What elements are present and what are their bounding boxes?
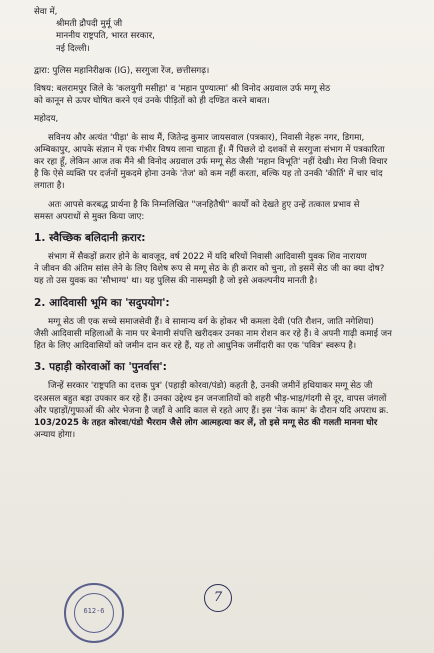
section-line: 103/2025 के तहत कोरवा/पंडो भैरराम जैसे लोग आत्महत्या कर लें, तो इसे मग्गू सेठ की गलती मानना घोर xyxy=(34,417,378,428)
intro-line: अम्बिकापुर, आपके संज्ञान में एक गंभीर विषय लाना चाहता हूँ। मैं पिछले दो दशकों से सरगुजा संभाग में पत्रकारिता xyxy=(34,144,385,155)
subject-line: विषय: बलरामपुर जिले के 'कलयुगी मसीहा' व 'महान पुण्यात्मा' श्री विनोद अग्रवाल उर्फ मग्गू सेठ xyxy=(34,84,331,95)
section-line: मग्गू सेठ जी एक सच्चे समाजसेवी हैं। वे सामान्य वर्ग के होकर भी कमला देवी (पति रौशन, जाति नगेशिया) xyxy=(48,316,374,327)
official-stamp xyxy=(64,583,124,643)
section-line: अन्याय होगा। xyxy=(34,430,76,441)
section-line: यह तो उस युवक का 'सौभाग्य' था। यह पुलिस की नासमझी है जो इसे अकल्पनीय मानती है। xyxy=(34,276,318,287)
intro-line: लगाता है। xyxy=(34,181,65,192)
subject-line: को कानून से ऊपर घोषित करने एवं उनके पीड़ितों को ही दण्डित करने बाबत। xyxy=(34,96,270,107)
section-heading: 3. पहाड़ी कोरवाओं का 'पुनर्वास': xyxy=(34,361,167,374)
via-line: द्वारा: पुलिस महानिरीक्षक (IG), सरगुजा रेंज, छत्तीसगढ़। xyxy=(34,65,210,76)
request-line: अतः आपसे करबद्ध प्रार्थना है कि निम्नलिखित "जनहितैषी" कार्यों को देखते हुए उन्हें तत्काल प्रभाव से xyxy=(48,199,360,210)
address-line: श्रीमती द्रौपदी मुर्मू जी xyxy=(56,19,123,30)
section-heading: 1. स्वैच्छिक बलिदानी क़रार: xyxy=(34,232,146,245)
salutation: सेवा में, xyxy=(34,7,58,17)
section-line: दरअसल बहुत बड़ा उपकार कर रहे हैं। उनका उद्देश्य इन जनजातियों को शहरी भीड़-भाड़/गंदगी से दूर, वापस जंगलों xyxy=(34,393,387,404)
section-line: संभाग में सैकड़ों क़रार होने के बावजूद, वर्ष 2022 में यदि बरियों निवासी आदिवासी युवक शिव नारायण xyxy=(48,252,367,263)
intro-line: कर रहा हूँ, लेकिन आज तक मैंने श्री विनोद अग्रवाल उर्फ मग्गू सेठ जैसी 'महान विभूति' नहीं देखी। मेरा निजी विचार xyxy=(34,157,388,168)
section-line: ने जीवन की अंतिम सांस लेने के लिए विशेष रूप से मग्गू सेठ के ही क़रार को चुना, तो इसमें सेठ जी का क्या दोष? xyxy=(34,264,385,275)
section-line: हित के लिए आदिवासियों को जमीन दान कर रहे हैं, यह तो आधुनिक जमींदारी का एक 'पवित्र' स्वरूप है। xyxy=(34,341,357,352)
intro-line: सविनय और अत्यंत 'पीड़ा' के साथ मैं, जितेन्द्र कुमार जायसवाल (पत्रकार), निवासी नेहरू नगर, डिगमा, xyxy=(48,132,365,143)
address-line: माननीय राष्ट्रपति, भारत सरकार, xyxy=(56,31,155,42)
section-line: जैसी आदिवासी महिलाओं के नाम पर बेनामी संपत्ति खरीदकर उनका नाम रोशन कर रहे हैं। वे अपनी गाढ़ी कमाई जन xyxy=(34,328,392,339)
intro-line: है कि ऐसे व्यक्ति पर दर्जनों मुकदमे होना उनके 'तेज' को कम नहीं करता, बल्कि यह तो उनकी 'कीर्ति' में चार चांद xyxy=(34,169,383,180)
request-line: समस्त अपराधों से मुक्त किया जाए: xyxy=(34,211,145,222)
section-heading: 2. आदिवासी भूमि का 'सदुपयोग': xyxy=(34,296,170,309)
section-line: और पहाड़ों/गुफाओं की ओर भेजना है जहाँ वे आदि काल से रहते आए हैं। इस 'नेक काम' के दौरान यदि अपराध क्र. xyxy=(34,405,389,416)
stamp-number: 612-6 xyxy=(83,607,105,615)
page-number: 7 xyxy=(204,584,232,612)
greeting: महोदय, xyxy=(34,114,59,125)
section-line: जिन्हें सरकार 'राष्ट्रपति का दत्तक पुत्र' (पहाड़ी कोरवा/पंडो) कहती है, उनकी जमीनें हथियाकर मग्गू सेठ जी xyxy=(48,381,373,392)
address-line: नई दिल्ली। xyxy=(56,43,90,54)
